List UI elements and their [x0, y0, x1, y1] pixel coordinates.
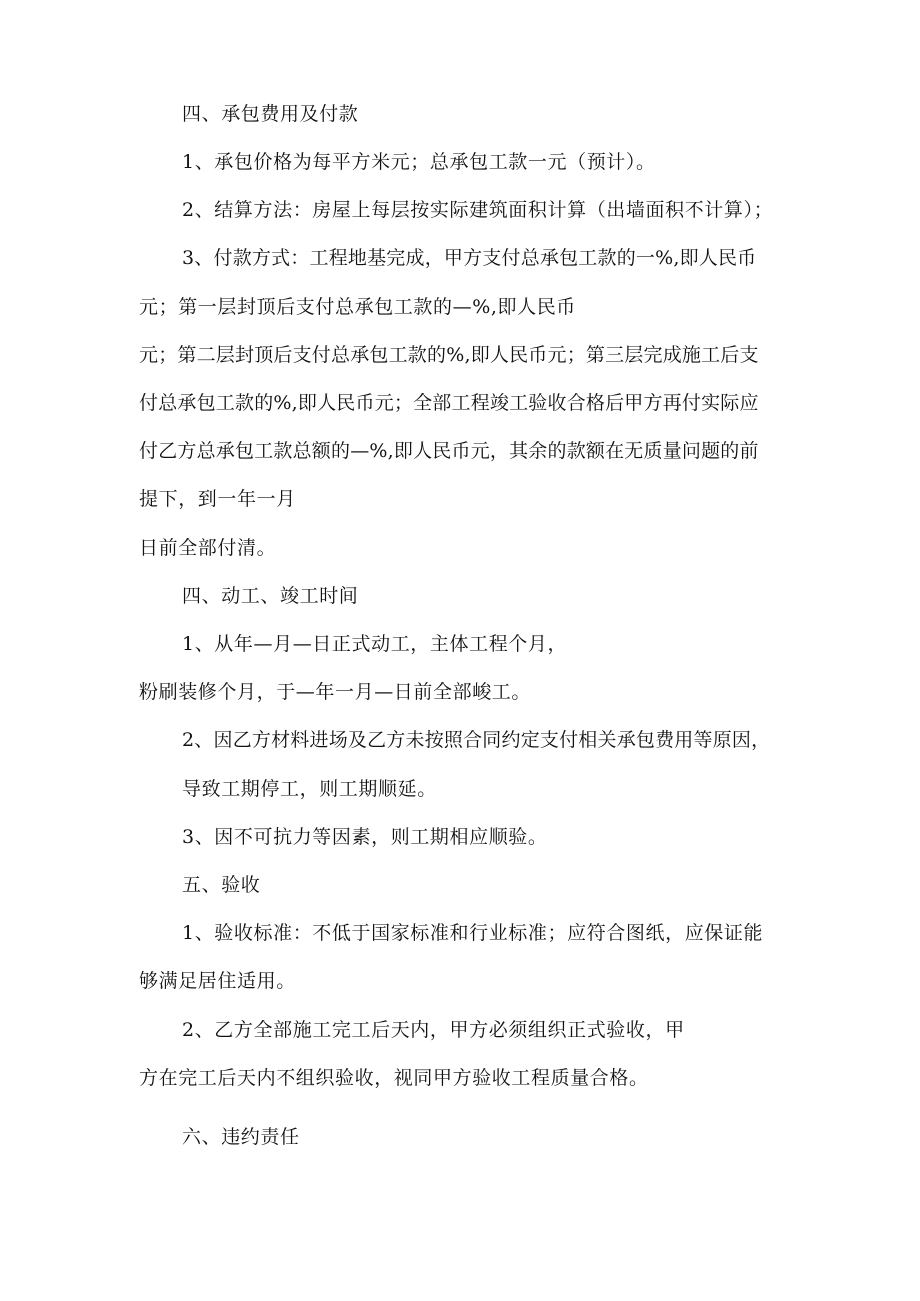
section-heading-schedule: 四、动工、竣工时间	[182, 585, 359, 607]
paragraph-line: 粉刷装修个月，于—年一月—日前全部峻工。	[139, 681, 532, 703]
paragraph-line: 日前全部付清。	[139, 537, 277, 559]
paragraph-line: 2、因乙方材料进场及乙方未按照合同约定支付相关承包费用等原因，	[182, 729, 771, 751]
paragraph-line: 够满足居住适用。	[139, 970, 296, 992]
section-heading-fees: 四、承包费用及付款	[182, 103, 359, 125]
paragraph-line: 导致工期停工，则工期顺延。	[182, 778, 437, 800]
paragraph-line: 2、乙方全部施工完工后天内，甲方必须组织正式验收，甲	[182, 1019, 685, 1041]
section-heading-liability: 六、违约责任	[182, 1126, 300, 1148]
paragraph-line: 1、验收标准：不低于国家标准和行业标准；应符合图纸，应保证能	[182, 922, 764, 944]
paragraph-line: 3、付款方式：工程地基完成，甲方支付总承包工款的一%,即人民币	[182, 247, 757, 269]
paragraph-line: 2、结算方法：房屋上每层按实际建筑面积计算（出墙面积不计算）；	[182, 199, 774, 221]
section-heading-acceptance: 五、验收	[182, 874, 261, 896]
paragraph-line: 付乙方总承包工款总额的—%,即人民币元，其余的款额在无质量问题的前	[139, 440, 759, 462]
paragraph-line: 付总承包工款的%,即人民币元；全部工程竣工验收合格后甲方再付实际应	[139, 392, 759, 414]
paragraph-line: 元；第二层封顶后支付总承包工款的%,即人民币元；第三层完成施工后支	[139, 344, 759, 366]
paragraph-line: 元；第一层封顶后支付总承包工款的—%,即人民币	[139, 296, 576, 318]
paragraph-line: 方在完工后天内不组织验收，视同甲方验收工程质量合格。	[139, 1067, 649, 1089]
paragraph-line: 1、从年—月—日正式动工，主体工程个月，	[182, 633, 568, 655]
paragraph-line: 1、承包价格为每平方米元；总承包工款一元（预计）。	[182, 151, 656, 173]
paragraph-line: 3、因不可抗力等因素，则工期相应顺验。	[182, 826, 548, 848]
paragraph-line: 提下，到一年一月	[139, 488, 296, 510]
